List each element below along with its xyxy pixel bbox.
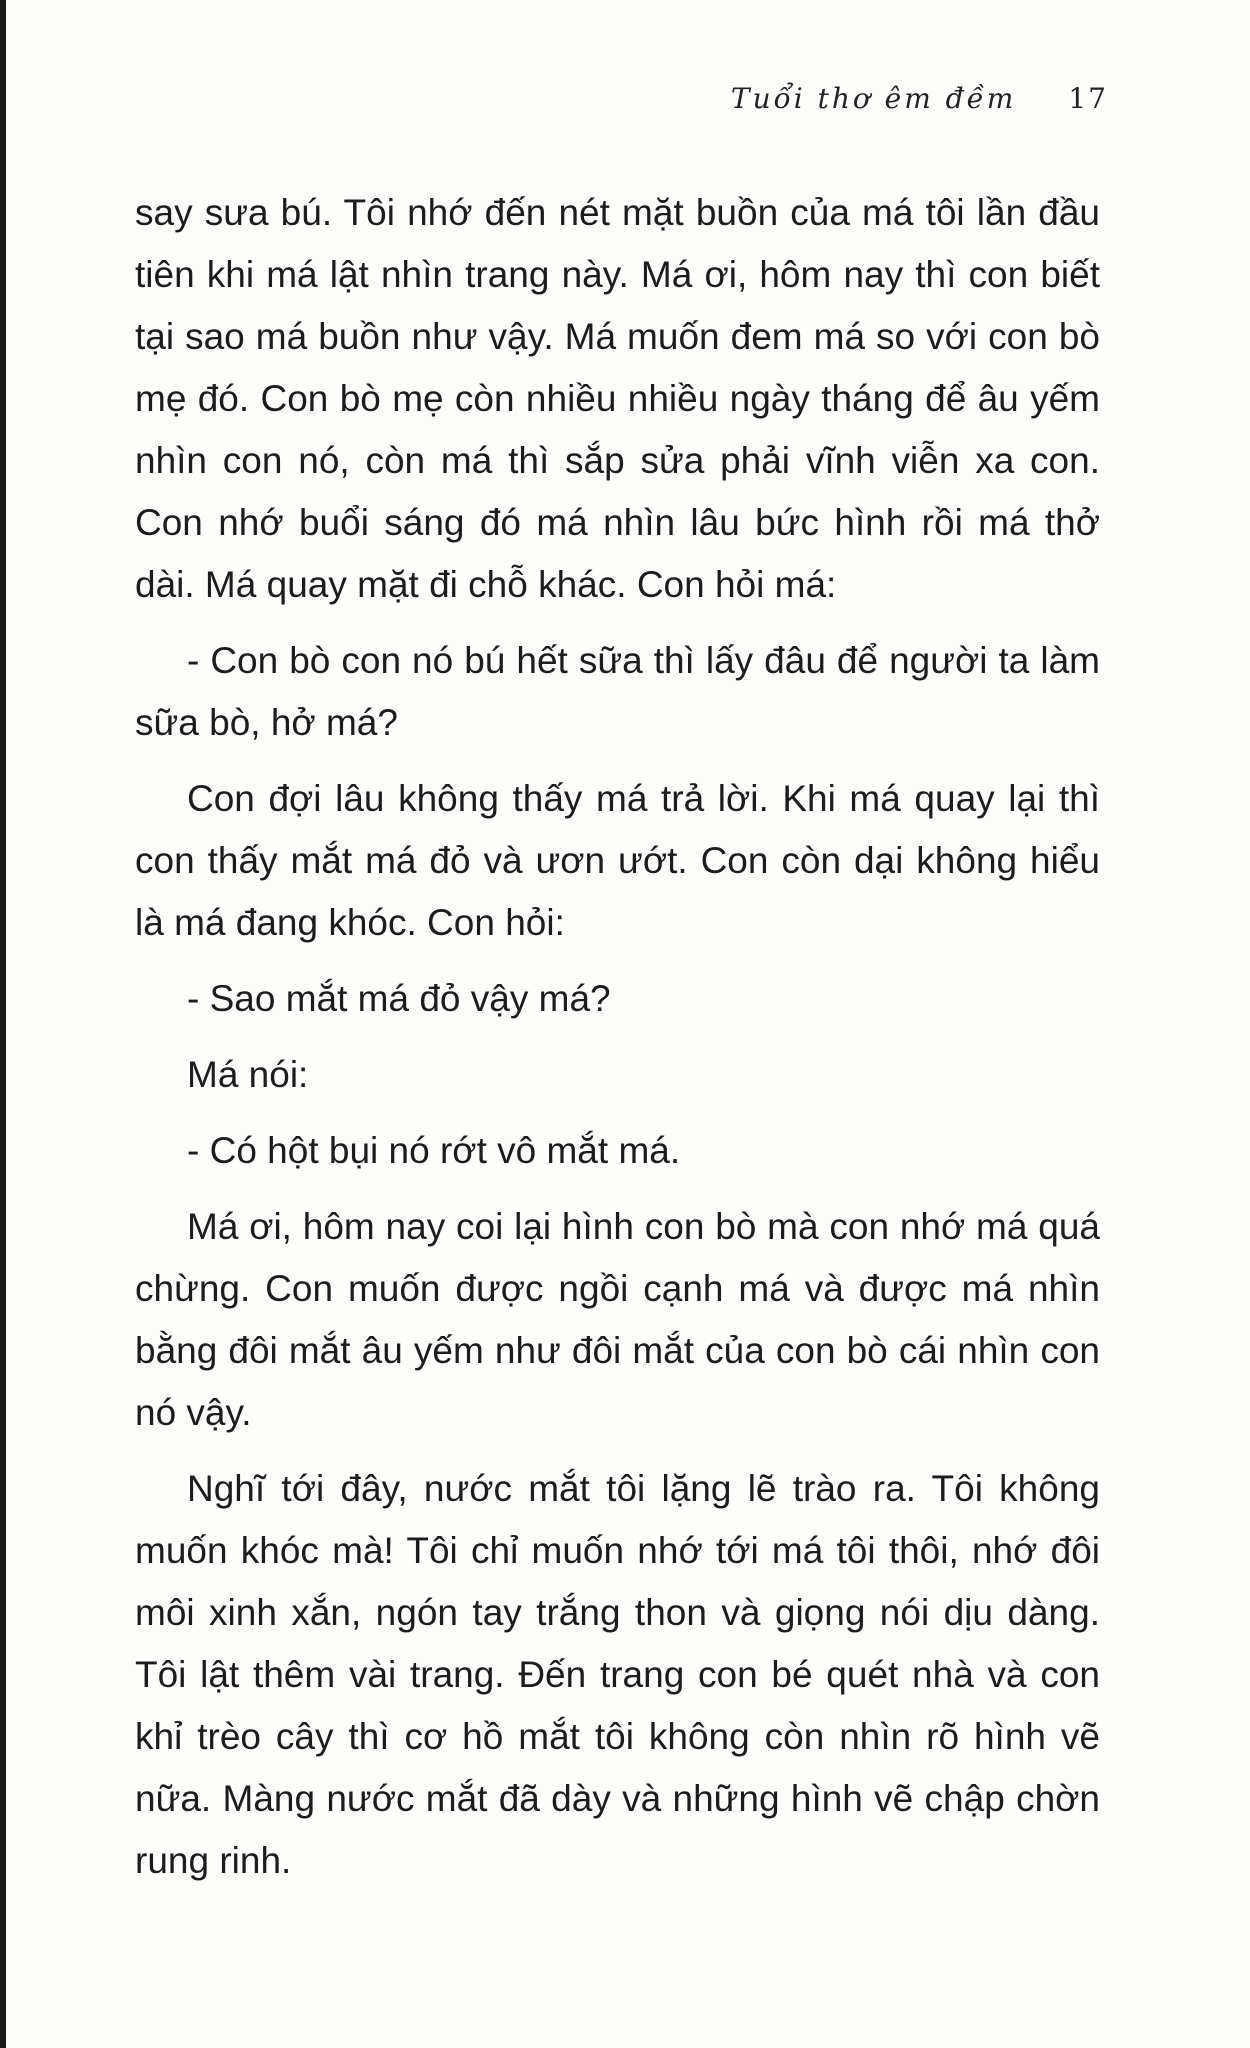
page-number: 17 (1068, 82, 1108, 115)
dialogue-line-2: - Sao mắt má đỏ vậy má? (187, 978, 611, 1019)
paragraph-3: Má nói: (187, 1054, 309, 1095)
paragraph-4: Má ơi, hôm nay coi lại hình con bò mà con nhớ má quá chừng. Con muốn được ngồi cạnh má và được má nhìn bằng đôi mắt âu yếm như đôi mắt của con bò cái nhìn con nó vậy. (135, 1206, 1100, 1433)
dialogue-line-3: - Có hột bụi nó rớt vô mắt má. (187, 1130, 681, 1171)
paragraph-5: Nghĩ tới đây, nước mắt tôi lặng lẽ trào ra. Tôi không muốn khóc mà! Tôi chỉ muốn nhớ tới má tôi thôi, nhớ đôi môi xinh xắn, ngón tay trắng thon và giọng nói dịu dàng. Tôi lật thêm vài trang. Đến trang con bé quét nhà và con khỉ trèo cây thì cơ hồ mắt tôi không còn nhìn rõ hình vẽ nữa. Màng nước mắt đã dày và những hình vẽ chập chờn rung rinh. (135, 1468, 1100, 1881)
paragraph-1: say sưa bú. Tôi nhớ đến nét mặt buồn của má tôi lần đầu tiên khi má lật nhìn trang này. Má ơi, hôm nay thì con biết tại sao má buồn như vậy. Má muốn đem má so với con bò mẹ đó. Con bò mẹ còn nhiều nhiều ngày tháng để âu yếm nhìn con nó, còn má thì sắp sửa phải vĩnh viễn xa con. Con nhớ buổi sáng đó má nhìn lâu bức hình rồi má thở dài. Má quay mặt đi chỗ khác. Con hỏi má: (135, 192, 1100, 605)
paragraph-2: Con đợi lâu không thấy má trả lời. Khi má quay lại thì con thấy mắt má đỏ và ươn ướt. Con còn dại không hiểu là má đang khóc. Con hỏi: (135, 778, 1100, 943)
running-header (731, 82, 1108, 115)
body-text (135, 182, 1100, 1906)
page-edge-shadow (0, 0, 6, 2048)
dialogue-line-1: - Con bò con nó bú hết sữa thì lấy đâu để người ta làm sữa bò, hở má? (135, 640, 1100, 743)
running-header-title: Tuổi thơ êm đềm (730, 82, 1017, 115)
